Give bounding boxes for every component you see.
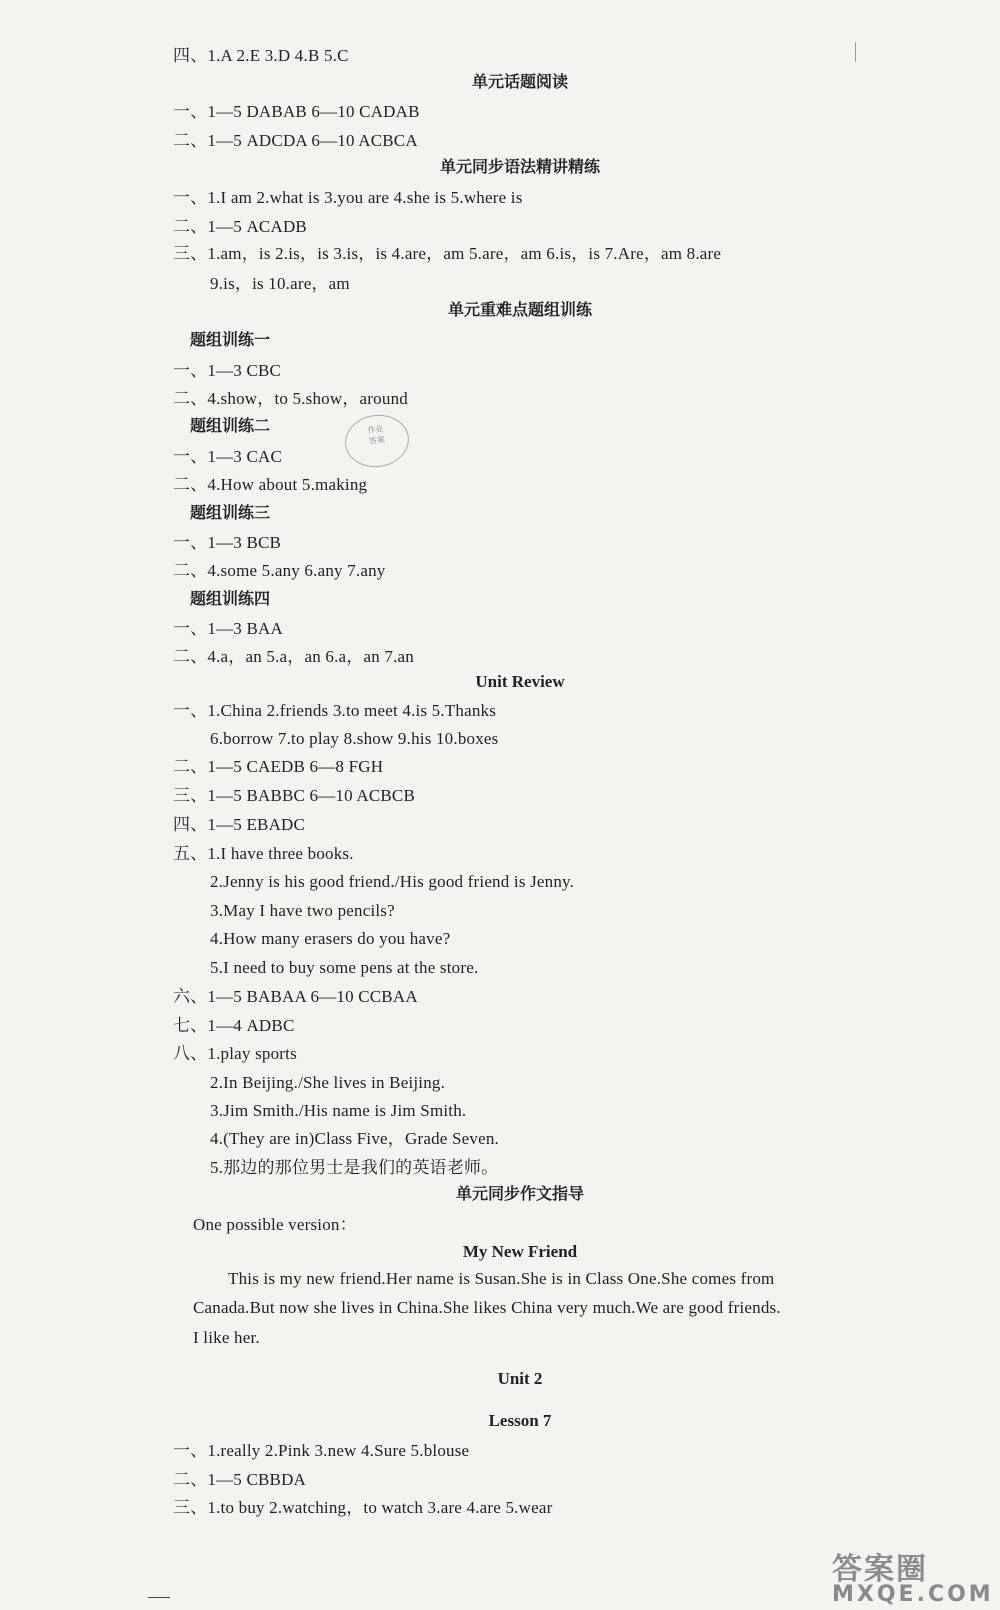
answer-line: 二、4.some 5.any 6.any 7.any bbox=[173, 561, 386, 580]
answer-line: 二、1—5 CAEDB 6—8 FGH bbox=[173, 757, 384, 776]
answer-line: 一、1.China 2.friends 3.to meet 4.is 5.Thanks bbox=[173, 701, 497, 720]
stamp-mark: 作业 答案 bbox=[342, 411, 413, 471]
answer-line: 五、1.I have three books. bbox=[173, 844, 354, 863]
answer-line: 二、4.a，an 5.a，an 6.a，an 7.an bbox=[173, 647, 414, 666]
answer-line: 2.Jenny is his good friend./His good friend is Jenny. bbox=[210, 872, 575, 891]
answer-line: 七、1—4 ADBC bbox=[173, 1016, 295, 1035]
subsection-heading: 题组训练四 bbox=[190, 591, 271, 608]
section-heading: 单元重难点题组训练 bbox=[447, 302, 592, 319]
answer-line: 四、1.A 2.E 3.D 4.B 5.C bbox=[173, 46, 349, 65]
answer-line: 二、4.show，to 5.show，around bbox=[173, 389, 408, 408]
answer-line: 三、1.to buy 2.watching，to watch 3.are 4.are 5.wear bbox=[173, 1498, 553, 1517]
answer-line: 二、4.How about 5.making bbox=[173, 475, 368, 494]
answer-line: 八、1.play sports bbox=[173, 1044, 297, 1063]
answer-line: 2.In Beijing./She lives in Beijing. bbox=[210, 1073, 446, 1092]
answer-line: 二、1—5 ADCDA 6—10 ACBCA bbox=[173, 131, 418, 150]
footer-dash bbox=[148, 1597, 170, 1598]
answer-line: 4.How many erasers do you have? bbox=[210, 929, 451, 948]
watermark-en: MXQE.COM bbox=[832, 1582, 994, 1607]
answer-line: One possible version： bbox=[193, 1215, 357, 1234]
essay-line: Canada.But now she lives in China.She likes China very much.We are good friends. bbox=[193, 1298, 781, 1317]
subsection-heading: 题组训练三 bbox=[190, 505, 271, 522]
answer-line: 6.borrow 7.to play 8.show 9.his 10.boxes bbox=[210, 729, 499, 748]
essay-title: My New Friend bbox=[462, 1242, 578, 1261]
watermark-logo bbox=[832, 1544, 994, 1607]
answer-line: 一、1—3 BCB bbox=[173, 533, 282, 552]
answer-line: 二、1—5 ACADB bbox=[173, 217, 307, 236]
answer-line: 9.is，is 10.are，am bbox=[210, 274, 350, 293]
answer-line: 一、1—3 CBC bbox=[173, 361, 282, 380]
answer-line: 三、1—5 BABBC 6—10 ACBCB bbox=[173, 786, 415, 805]
section-heading: Unit Review bbox=[475, 672, 565, 691]
answer-line: 二、1—5 CBBDA bbox=[173, 1470, 307, 1489]
answer-line: 四、1—5 EBADC bbox=[173, 815, 306, 834]
answer-line: 一、1—3 BAA bbox=[173, 619, 283, 638]
unit-heading: Unit 2 bbox=[497, 1369, 543, 1388]
margin-mark bbox=[855, 42, 856, 62]
answer-line: 三、1.am，is 2.is，is 3.is，is 4.are，am 5.are，am 6.is，is 7.Are，am 8.are bbox=[173, 244, 722, 263]
essay-line: I like her. bbox=[193, 1328, 260, 1347]
answer-line: 一、1.I am 2.what is 3.you are 4.she is 5.where is bbox=[173, 188, 523, 207]
subsection-heading: 题组训练一 bbox=[190, 332, 271, 349]
answer-line: 5.I need to buy some pens at the store. bbox=[210, 958, 479, 977]
section-heading: 单元同步作文指导 bbox=[455, 1186, 584, 1203]
answer-line: 3.May I have two pencils? bbox=[210, 901, 395, 920]
watermark-cn: 答案圈 bbox=[832, 1552, 928, 1587]
lesson-heading: Lesson 7 bbox=[488, 1411, 552, 1430]
answer-line: 4.(They are in)Class Five，Grade Seven. bbox=[210, 1129, 499, 1148]
answer-line: 一、1—3 CAC bbox=[173, 447, 283, 466]
section-heading: 单元同步语法精讲精练 bbox=[439, 159, 600, 176]
essay-line: This is my new friend.Her name is Susan.She is in Class One.She comes from bbox=[228, 1269, 775, 1288]
answer-line: 一、1—5 DABAB 6—10 CADAB bbox=[173, 102, 420, 121]
section-heading: 单元话题阅读 bbox=[471, 74, 568, 91]
answer-line: 一、1.really 2.Pink 3.new 4.Sure 5.blouse bbox=[173, 1441, 470, 1460]
answer-line: 5.那边的那位男士是我们的英语老师。 bbox=[210, 1158, 499, 1177]
subsection-heading: 题组训练二 bbox=[190, 418, 271, 435]
answer-line: 3.Jim Smith./His name is Jim Smith. bbox=[210, 1101, 467, 1120]
answer-line: 六、1—5 BABAA 6—10 CCBAA bbox=[173, 987, 418, 1006]
